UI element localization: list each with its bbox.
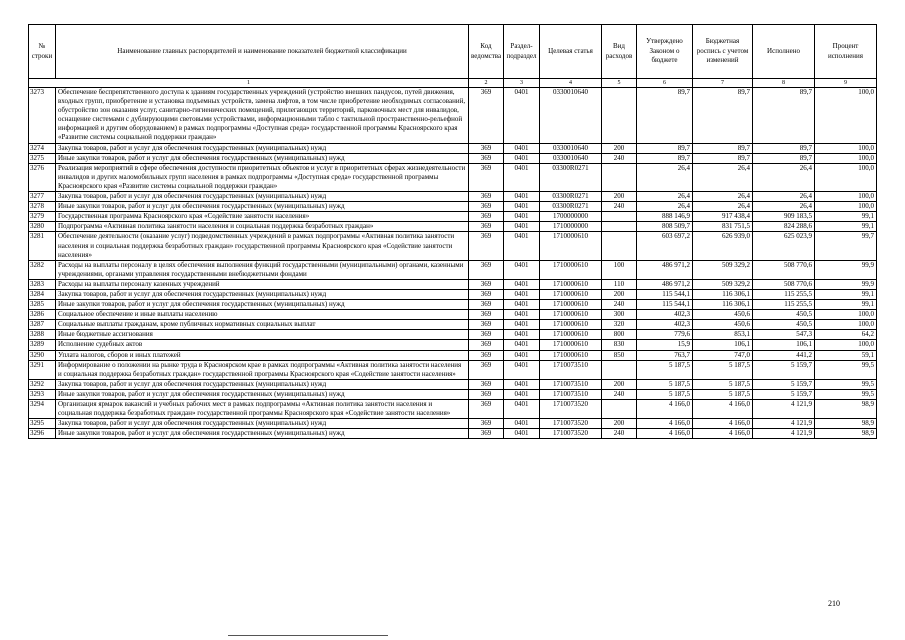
- budget-schedule-cell: 116 306,1: [693, 289, 753, 299]
- expense-type-cell: 100: [602, 260, 637, 279]
- department-code-cell: 369: [469, 340, 504, 350]
- approved-cell: 4 166,0: [637, 419, 693, 429]
- row-number-cell: 3290: [29, 350, 56, 360]
- row-number-cell: 3281: [29, 232, 56, 260]
- expense-type-cell: [602, 222, 637, 232]
- department-code-cell: 369: [469, 429, 504, 439]
- row-number-cell: 3280: [29, 222, 56, 232]
- target-article-cell: 1710000610: [540, 289, 602, 299]
- section-cell: 0401: [504, 350, 540, 360]
- section-cell: 0401: [504, 163, 540, 191]
- section-cell: 0401: [504, 222, 540, 232]
- department-code-cell: 369: [469, 350, 504, 360]
- department-code-cell: 369: [469, 202, 504, 212]
- expense-type-cell: 200: [602, 143, 637, 153]
- executed-cell: 5 159,7: [753, 379, 815, 389]
- budget-schedule-cell: 626 939,0: [693, 232, 753, 260]
- section-cell: 0401: [504, 340, 540, 350]
- column-number: 7: [693, 79, 753, 88]
- approved-cell: 115 544,1: [637, 289, 693, 299]
- target-article-cell: 1710073510: [540, 360, 602, 379]
- table-row: [29, 88, 877, 144]
- target-article-cell: 1710000610: [540, 300, 602, 310]
- table-row: [29, 289, 877, 299]
- department-code-cell: 369: [469, 222, 504, 232]
- section-cell: 0401: [504, 429, 540, 439]
- row-number-cell: 3296: [29, 429, 56, 439]
- percent-cell: 100,0: [815, 340, 877, 350]
- department-code-cell: 369: [469, 192, 504, 202]
- expense-type-cell: 240: [602, 300, 637, 310]
- percent-cell: 99,1: [815, 212, 877, 222]
- department-code-cell: 369: [469, 360, 504, 379]
- executed-cell: 824 288,6: [753, 222, 815, 232]
- expense-type-cell: 200: [602, 192, 637, 202]
- name-cell: Уплата налогов, сборов и иных платежей: [56, 350, 469, 360]
- approved-cell: 402,3: [637, 320, 693, 330]
- name-cell: Иные закупки товаров, работ и услуг для обеспечения государственных (муниципальных) нужд: [56, 202, 469, 212]
- approved-cell: 89,7: [637, 153, 693, 163]
- percent-cell: 99,7: [815, 232, 877, 260]
- department-code-cell: 369: [469, 320, 504, 330]
- percent-cell: 100,0: [815, 88, 877, 144]
- expense-type-cell: [602, 232, 637, 260]
- table-row: [29, 419, 877, 429]
- budget-schedule-cell: 26,4: [693, 192, 753, 202]
- executed-cell: 115 255,5: [753, 300, 815, 310]
- section-cell: 0401: [504, 289, 540, 299]
- expense-type-cell: 320: [602, 320, 637, 330]
- name-cell: Иные закупки товаров, работ и услуг для обеспечения государственных (муниципальных) нужд: [56, 153, 469, 163]
- expense-type-cell: 240: [602, 202, 637, 212]
- approved-cell: 763,7: [637, 350, 693, 360]
- percent-cell: 100,0: [815, 153, 877, 163]
- name-cell: Закупка товаров, работ и услуг для обеспечения государственных (муниципальных) нужд: [56, 419, 469, 429]
- row-number-cell: 3291: [29, 360, 56, 379]
- department-code-cell: 369: [469, 330, 504, 340]
- budget-execution-table: [28, 24, 877, 439]
- row-number-cell: 3278: [29, 202, 56, 212]
- section-cell: 0401: [504, 400, 540, 419]
- name-cell: Расходы на выплаты персоналу казенных учреждений: [56, 279, 469, 289]
- budget-schedule-cell: 4 166,0: [693, 429, 753, 439]
- row-number-cell: 3279: [29, 212, 56, 222]
- percent-cell: 99,9: [815, 260, 877, 279]
- target-article-cell: 0330010640: [540, 143, 602, 153]
- approved-cell: 888 146,9: [637, 212, 693, 222]
- budget-schedule-cell: 5 187,5: [693, 389, 753, 399]
- approved-cell: 486 971,2: [637, 260, 693, 279]
- department-code-cell: 369: [469, 212, 504, 222]
- table-row: [29, 379, 877, 389]
- executed-cell: 26,4: [753, 202, 815, 212]
- budget-schedule-cell: 4 166,0: [693, 400, 753, 419]
- column-number: 6: [637, 79, 693, 88]
- budget-schedule-cell: 26,4: [693, 163, 753, 191]
- row-number-cell: 3288: [29, 330, 56, 340]
- section-cell: 0401: [504, 143, 540, 153]
- percent-cell: 98,9: [815, 429, 877, 439]
- row-number-cell: 3295: [29, 419, 56, 429]
- target-article-cell: 1710000610: [540, 330, 602, 340]
- approved-cell: 4 166,0: [637, 429, 693, 439]
- budget-schedule-cell: 89,7: [693, 88, 753, 144]
- target-article-cell: 1710073520: [540, 400, 602, 419]
- expense-type-cell: 240: [602, 153, 637, 163]
- percent-cell: 100,0: [815, 320, 877, 330]
- table-row: [29, 202, 877, 212]
- expense-type-cell: 200: [602, 379, 637, 389]
- section-cell: 0401: [504, 260, 540, 279]
- row-number-cell: 3273: [29, 88, 56, 144]
- target-article-cell: 03300R0271: [540, 202, 602, 212]
- row-number-cell: 3286: [29, 310, 56, 320]
- section-cell: 0401: [504, 232, 540, 260]
- approved-cell: 89,7: [637, 88, 693, 144]
- name-cell: Иные закупки товаров, работ и услуг для обеспечения государственных (муниципальных) нужд: [56, 389, 469, 399]
- executed-cell: 89,7: [753, 143, 815, 153]
- budget-schedule-cell: 5 187,5: [693, 360, 753, 379]
- expense-type-cell: [602, 88, 637, 144]
- executed-cell: 441,2: [753, 350, 815, 360]
- header-executed: Исполнено: [753, 25, 815, 79]
- approved-cell: 603 697,2: [637, 232, 693, 260]
- approved-cell: 5 187,5: [637, 389, 693, 399]
- approved-cell: 402,3: [637, 310, 693, 320]
- percent-cell: 99,9: [815, 279, 877, 289]
- target-article-cell: 1710000610: [540, 320, 602, 330]
- name-cell: Иные закупки товаров, работ и услуг для обеспечения государственных (муниципальных) нужд: [56, 429, 469, 439]
- executed-cell: 909 183,5: [753, 212, 815, 222]
- name-cell: Закупка товаров, работ и услуг для обеспечения государственных (муниципальных) нужд: [56, 192, 469, 202]
- section-cell: 0401: [504, 279, 540, 289]
- department-code-cell: 369: [469, 300, 504, 310]
- row-number-cell: 3293: [29, 389, 56, 399]
- department-code-cell: 369: [469, 389, 504, 399]
- budget-schedule-cell: 853,1: [693, 330, 753, 340]
- executed-cell: 450,5: [753, 320, 815, 330]
- table-row: [29, 300, 877, 310]
- approved-cell: 5 187,5: [637, 379, 693, 389]
- department-code-cell: 369: [469, 310, 504, 320]
- name-cell: Государственная программа Красноярского края «Содействие занятости населения»: [56, 212, 469, 222]
- percent-cell: 99,5: [815, 360, 877, 379]
- target-article-cell: 1710000610: [540, 279, 602, 289]
- name-cell: Расходы на выплаты персоналу в целях обеспечения выполнения функций государственными (муниципальными) органами, казенными учреждениями, органами управления государственными внебюджетными фондами: [56, 260, 469, 279]
- row-number-cell: 3289: [29, 340, 56, 350]
- header-row-number: № строки: [29, 25, 56, 79]
- section-cell: 0401: [504, 153, 540, 163]
- approved-cell: 115 544,1: [637, 300, 693, 310]
- row-number-cell: 3284: [29, 289, 56, 299]
- expense-type-cell: 850: [602, 350, 637, 360]
- section-cell: 0401: [504, 202, 540, 212]
- section-cell: 0401: [504, 330, 540, 340]
- percent-cell: 100,0: [815, 143, 877, 153]
- approved-cell: 808 509,7: [637, 222, 693, 232]
- target-article-cell: 1710000000: [540, 222, 602, 232]
- name-cell: Информирование о положении на рынке труда в Красноярском крае в рамках подпрограммы «Активная политика занятости населения и социальная поддержка безработных граждан» государственной программы Красноярского края «Содействие занятости населения»: [56, 360, 469, 379]
- executed-cell: 547,3: [753, 330, 815, 340]
- section-cell: 0401: [504, 212, 540, 222]
- target-article-cell: 1710000610: [540, 232, 602, 260]
- section-cell: 0401: [504, 310, 540, 320]
- row-number-cell: 3275: [29, 153, 56, 163]
- executed-cell: 26,4: [753, 192, 815, 202]
- row-number-cell: 3287: [29, 320, 56, 330]
- name-cell: Закупка товаров, работ и услуг для обеспечения государственных (муниципальных) нужд: [56, 143, 469, 153]
- executed-cell: 5 159,7: [753, 360, 815, 379]
- header-target-article: Целевая статья: [540, 25, 602, 79]
- target-article-cell: 1710073510: [540, 379, 602, 389]
- approved-cell: 26,4: [637, 163, 693, 191]
- budget-schedule-cell: 26,4: [693, 202, 753, 212]
- executed-cell: 89,7: [753, 153, 815, 163]
- executed-cell: 4 121,9: [753, 400, 815, 419]
- table-row: [29, 310, 877, 320]
- name-cell: Иные бюджетные ассигнования: [56, 330, 469, 340]
- footer-divider: [228, 635, 388, 636]
- percent-cell: 100,0: [815, 192, 877, 202]
- row-number-cell: 3274: [29, 143, 56, 153]
- table-row: [29, 389, 877, 399]
- executed-cell: 4 121,9: [753, 419, 815, 429]
- expense-type-cell: 240: [602, 389, 637, 399]
- expense-type-cell: 110: [602, 279, 637, 289]
- target-article-cell: 1710073520: [540, 419, 602, 429]
- header-approved: Утверждено Законом о бюджете: [637, 25, 693, 79]
- name-cell: Исполнение судебных актов: [56, 340, 469, 350]
- budget-schedule-cell: 4 166,0: [693, 419, 753, 429]
- name-cell: Иные закупки товаров, работ и услуг для обеспечения государственных (муниципальных) нужд: [56, 300, 469, 310]
- expense-type-cell: [602, 400, 637, 419]
- target-article-cell: 1710000610: [540, 310, 602, 320]
- target-article-cell: 0330010640: [540, 153, 602, 163]
- budget-schedule-cell: 116 306,1: [693, 300, 753, 310]
- header-name: Наименование главных распорядителей и наименование показателей бюджетной классификации: [56, 25, 469, 79]
- budget-schedule-cell: 917 438,4: [693, 212, 753, 222]
- department-code-cell: 369: [469, 379, 504, 389]
- page-number: 210: [828, 599, 840, 608]
- percent-cell: 99,5: [815, 379, 877, 389]
- table-row: [29, 350, 877, 360]
- executed-cell: 625 023,9: [753, 232, 815, 260]
- column-numbers-row: [29, 79, 877, 88]
- approved-cell: 5 187,5: [637, 360, 693, 379]
- percent-cell: 100,0: [815, 202, 877, 212]
- section-cell: 0401: [504, 360, 540, 379]
- table-row: [29, 279, 877, 289]
- target-article-cell: 03300R0271: [540, 192, 602, 202]
- executed-cell: 4 121,9: [753, 429, 815, 439]
- table-row: [29, 163, 877, 191]
- row-number-cell: 3292: [29, 379, 56, 389]
- table-row: [29, 232, 877, 260]
- approved-cell: 4 166,0: [637, 400, 693, 419]
- department-code-cell: 369: [469, 232, 504, 260]
- approved-cell: 26,4: [637, 202, 693, 212]
- table-row: [29, 400, 877, 419]
- table-row: [29, 340, 877, 350]
- header-percent: Процент исполнения: [815, 25, 877, 79]
- approved-cell: 779,6: [637, 330, 693, 340]
- row-number-cell: 3276: [29, 163, 56, 191]
- expense-type-cell: 830: [602, 340, 637, 350]
- expense-type-cell: [602, 212, 637, 222]
- section-cell: 0401: [504, 389, 540, 399]
- table-row: [29, 222, 877, 232]
- department-code-cell: 369: [469, 163, 504, 191]
- name-cell: Закупка товаров, работ и услуг для обеспечения государственных (муниципальных) нужд: [56, 379, 469, 389]
- name-cell: Закупка товаров, работ и услуг для обеспечения государственных (муниципальных) нужд: [56, 289, 469, 299]
- table-row: [29, 212, 877, 222]
- expense-type-cell: 300: [602, 310, 637, 320]
- target-article-cell: 1700000000: [540, 212, 602, 222]
- percent-cell: 98,9: [815, 400, 877, 419]
- expense-type-cell: 240: [602, 429, 637, 439]
- approved-cell: 89,7: [637, 143, 693, 153]
- header-expense-type: Вид расходов: [602, 25, 637, 79]
- column-number: 8: [753, 79, 815, 88]
- budget-schedule-cell: 747,0: [693, 350, 753, 360]
- section-cell: 0401: [504, 192, 540, 202]
- approved-cell: 26,4: [637, 192, 693, 202]
- table-body: [29, 88, 877, 439]
- name-cell: Подпрограмма «Активная политика занятости населения и социальная поддержка безработных граждан»: [56, 222, 469, 232]
- name-cell: Социальные выплаты гражданам, кроме публичных нормативных социальных выплат: [56, 320, 469, 330]
- target-article-cell: 1710000610: [540, 260, 602, 279]
- header-section: Раздел-подраздел: [504, 25, 540, 79]
- table-row: [29, 360, 877, 379]
- executed-cell: 450,5: [753, 310, 815, 320]
- budget-schedule-cell: 509 329,2: [693, 279, 753, 289]
- expense-type-cell: [602, 360, 637, 379]
- percent-cell: 59,1: [815, 350, 877, 360]
- table-row: [29, 320, 877, 330]
- executed-cell: 26,4: [753, 163, 815, 191]
- executed-cell: 106,1: [753, 340, 815, 350]
- column-number: 5: [602, 79, 637, 88]
- percent-cell: 99,1: [815, 289, 877, 299]
- department-code-cell: 369: [469, 279, 504, 289]
- department-code-cell: 369: [469, 88, 504, 144]
- name-cell: Реализация мероприятий в сфере обеспечения доступности приоритетных объектов и услуг в приоритетных сферах жизнедеятельности инвалидов и других маломобильных групп населения в рамках подпрограммы «Доступная среда» государственной программы Красноярского края «Развитие системы социальной поддержки граждан»: [56, 163, 469, 191]
- executed-cell: 89,7: [753, 88, 815, 144]
- table-row: [29, 429, 877, 439]
- header-department-code: Код ведомства: [469, 25, 504, 79]
- section-cell: 0401: [504, 300, 540, 310]
- target-article-cell: 1710073510: [540, 389, 602, 399]
- executed-cell: 115 255,5: [753, 289, 815, 299]
- percent-cell: 99,5: [815, 389, 877, 399]
- executed-cell: 508 770,6: [753, 279, 815, 289]
- expense-type-cell: 200: [602, 289, 637, 299]
- budget-schedule-cell: 831 751,5: [693, 222, 753, 232]
- section-cell: 0401: [504, 379, 540, 389]
- target-article-cell: 1710000610: [540, 340, 602, 350]
- target-article-cell: 1710000610: [540, 350, 602, 360]
- column-number: 4: [540, 79, 602, 88]
- row-number-cell: 3285: [29, 300, 56, 310]
- budget-schedule-cell: 5 187,5: [693, 379, 753, 389]
- name-cell: Обеспечение деятельности (оказание услуг) подведомственных учреждений в рамках подпрограммы «Активная политика занятости населения и социальная поддержка безработных граждан» государственной программы Красноярского края «Содействие занятости населения»: [56, 232, 469, 260]
- table-row: [29, 192, 877, 202]
- name-cell: Обеспечение беспрепятственного доступа к зданиям государственных учреждений (устройство внешних пандусов, путей движения, входных групп, приобретение и установка подъемных устройств, замена лифтов, в том числе приобретение необходимых согласований, обустройство зон оказания услуг, санитарно-гигиенических помещений, прилегающих территорий, парковочных мест для инвалидов, оснащение системами с дублирующими световыми устройствами, информационными табло с тактильной пространственно-рельефной информацией и другим оборудованием) в рамках подпрограммы «Доступная среда» государственной программы Красноярского края «Развитие системы социальной поддержки граждан»: [56, 88, 469, 144]
- department-code-cell: 369: [469, 153, 504, 163]
- expense-type-cell: [602, 163, 637, 191]
- budget-schedule-cell: 106,1: [693, 340, 753, 350]
- row-number-cell: 3282: [29, 260, 56, 279]
- column-number: 1: [29, 79, 469, 88]
- table-row: [29, 260, 877, 279]
- table-row: [29, 330, 877, 340]
- executed-cell: 508 770,6: [753, 260, 815, 279]
- target-article-cell: 03300R0271: [540, 163, 602, 191]
- budget-schedule-cell: 450,6: [693, 320, 753, 330]
- percent-cell: 100,0: [815, 163, 877, 191]
- executed-cell: 5 159,7: [753, 389, 815, 399]
- table-row: [29, 143, 877, 153]
- section-cell: 0401: [504, 419, 540, 429]
- header-budget-schedule: Бюджетная роспись с учетом изменений: [693, 25, 753, 79]
- budget-schedule-cell: 509 329,2: [693, 260, 753, 279]
- row-number-cell: 3277: [29, 192, 56, 202]
- name-cell: Организация ярмарок вакансий и учебных рабочих мест в рамках подпрограммы «Активная политика занятости населения и социальная поддержка безработных граждан» государственной программы Красноярского края «Содействие занятости населения»: [56, 400, 469, 419]
- target-article-cell: 1710073520: [540, 429, 602, 439]
- budget-schedule-cell: 450,6: [693, 310, 753, 320]
- expense-type-cell: 200: [602, 419, 637, 429]
- section-cell: 0401: [504, 88, 540, 144]
- budget-schedule-cell: 89,7: [693, 153, 753, 163]
- department-code-cell: 369: [469, 400, 504, 419]
- table-header-row: [29, 25, 877, 79]
- budget-schedule-cell: 89,7: [693, 143, 753, 153]
- target-article-cell: 0330010640: [540, 88, 602, 144]
- department-code-cell: 369: [469, 289, 504, 299]
- department-code-cell: 369: [469, 143, 504, 153]
- column-number: 2: [469, 79, 504, 88]
- section-cell: 0401: [504, 320, 540, 330]
- expense-type-cell: 800: [602, 330, 637, 340]
- percent-cell: 64,2: [815, 330, 877, 340]
- percent-cell: 99,1: [815, 300, 877, 310]
- department-code-cell: 369: [469, 260, 504, 279]
- column-number: 3: [504, 79, 540, 88]
- percent-cell: 100,0: [815, 310, 877, 320]
- column-number: 9: [815, 79, 877, 88]
- row-number-cell: 3294: [29, 400, 56, 419]
- department-code-cell: 369: [469, 419, 504, 429]
- approved-cell: 486 971,2: [637, 279, 693, 289]
- percent-cell: 99,1: [815, 222, 877, 232]
- approved-cell: 15,9: [637, 340, 693, 350]
- table-row: [29, 153, 877, 163]
- row-number-cell: 3283: [29, 279, 56, 289]
- percent-cell: 98,9: [815, 419, 877, 429]
- name-cell: Социальное обеспечение и иные выплаты населению: [56, 310, 469, 320]
